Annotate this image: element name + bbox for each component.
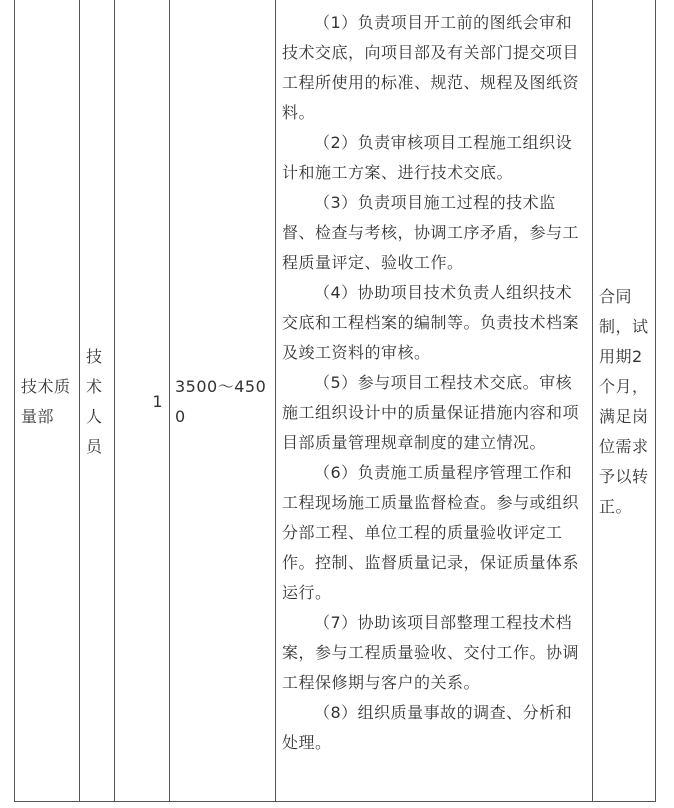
duties-cell (275, 0, 592, 802)
salary-cell (169, 0, 275, 802)
note-text: 合同制，试用期2个月，满足岗位需求予以转正。 (599, 287, 649, 516)
position-text: 技术人员 (86, 347, 103, 456)
note-cell (592, 0, 656, 802)
duty-item: （5）参与项目工程技术交底。审核施工组织设计中的质量保证措施内容和项目部质量管理规章制度的建立情况。 (282, 373, 580, 452)
duty-item: （7）协助该项目部整理工程技术档案，参与工程质量验收、交付工作。协调工程保修期与客户的关系。 (282, 613, 580, 692)
department-text: 技术质量部 (21, 377, 71, 426)
duty-item: （8）组织质量事故的调查、分析和处理。 (282, 703, 573, 752)
duty-item: （1）负责项目开工前的图纸会审和技术交底，向项目部及有关部门提交项目工程所使用的标准、规范、规程及图纸资料。 (282, 13, 580, 122)
salary-text: 3500～4500 (175, 377, 267, 426)
duty-item: （6）负责施工质量程序管理工作和工程现场施工质量监督检查。参与或组织分部工程、单位工程的质量验收评定工作。控制、监督质量记录，保证质量体系运行。 (282, 463, 580, 602)
duty-item: （4）协助项目技术负责人组织技术交底和工程档案的编制等。负责技术档案及竣工资料的审核。 (282, 283, 580, 362)
headcount-cell (114, 0, 169, 802)
duty-item: （2）负责审核项目工程施工组织设计和施工方案、进行技术交底。 (282, 133, 573, 182)
headcount-text: 1 (152, 392, 163, 411)
duties-list (282, 8, 588, 758)
department-cell (14, 0, 79, 802)
duty-item: （3）负责项目施工过程的技术监督、检查与考核，协调工序矛盾，参与工程质量评定、验收工作。 (282, 193, 580, 272)
position-cell (79, 0, 114, 802)
